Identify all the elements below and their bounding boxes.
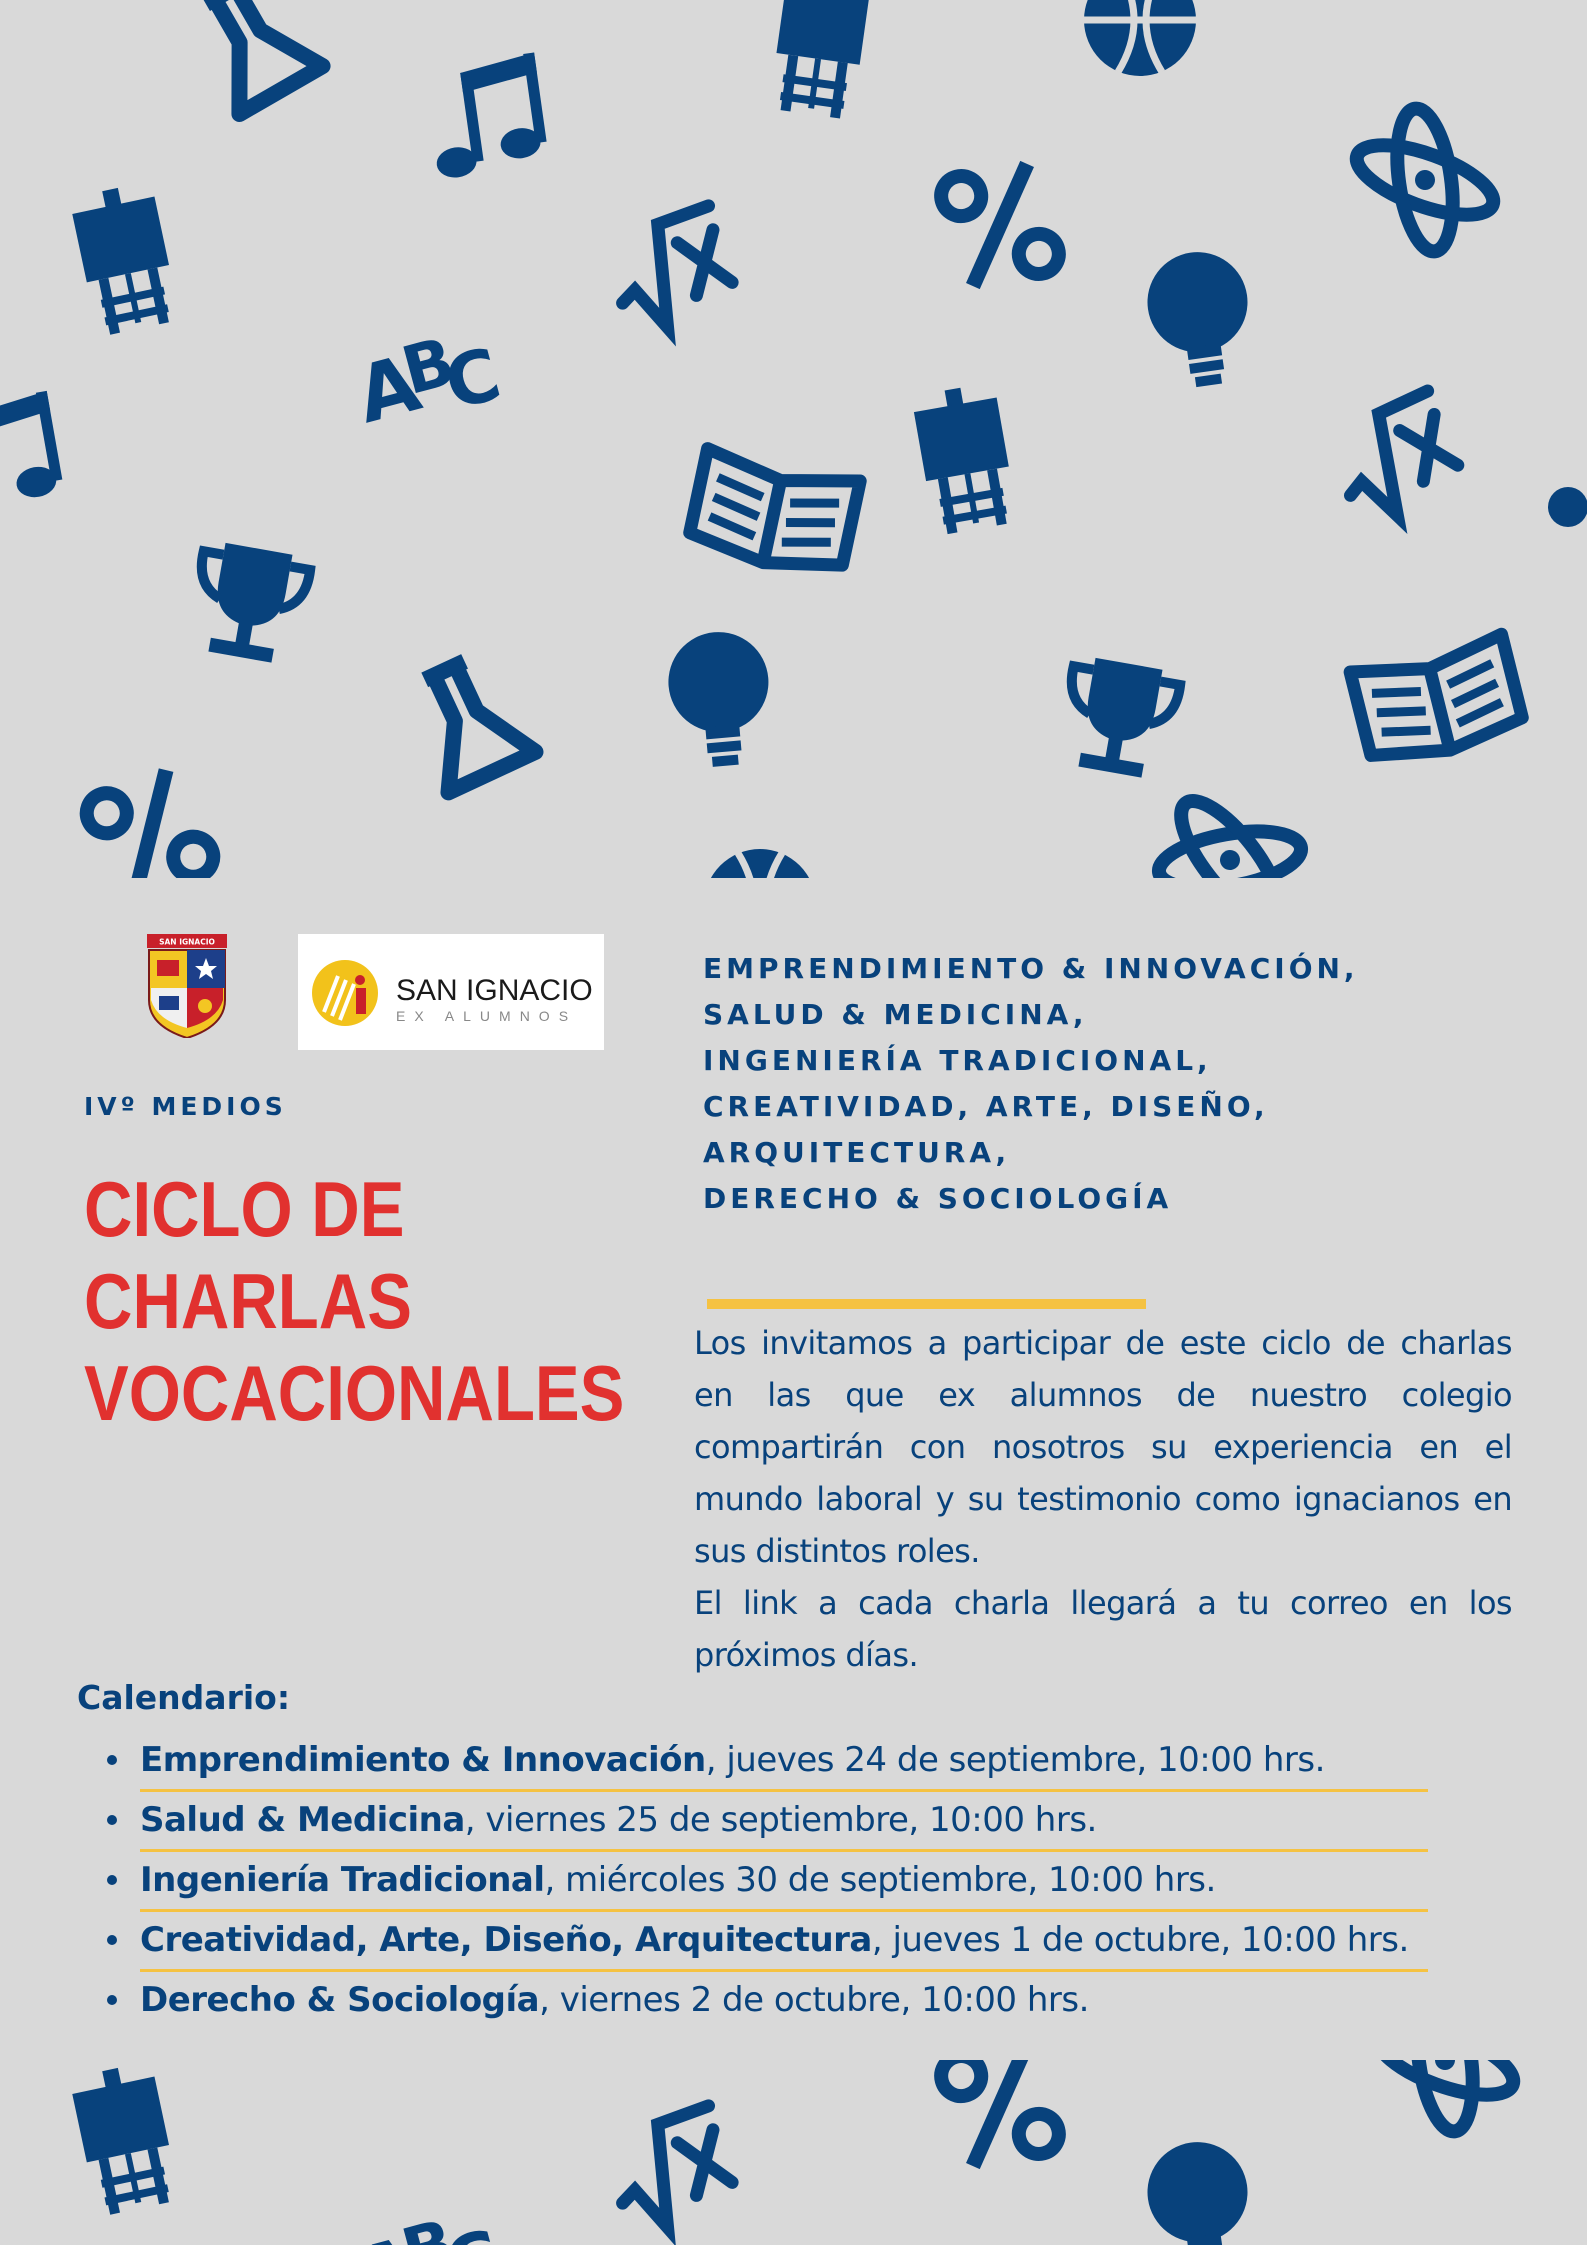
- lightbulb-icon: [664, 628, 775, 770]
- book-icon: [1350, 634, 1526, 769]
- decor-pattern-bottom: [0, 2060, 1587, 2245]
- easel-icon: [69, 181, 181, 337]
- calendar-topic: Ingeniería Tradicional: [140, 1860, 545, 1900]
- easel-icon: [769, 0, 872, 120]
- calendar-item: [107, 1972, 1409, 2032]
- flask-icon: [183, 0, 322, 114]
- atom-icon: [1351, 2060, 1538, 2156]
- atom-icon: [1146, 773, 1314, 878]
- calendar-item: [107, 1912, 1409, 1972]
- percent-icon: [937, 156, 1064, 294]
- book-icon: [687, 449, 860, 579]
- sun-logo-icon: [310, 958, 380, 1028]
- topic-item: CREATIVIDAD, ARTE, DISEÑO,: [703, 1090, 1269, 1123]
- calendar-item: [107, 1852, 1409, 1912]
- trophy-icon: [1057, 654, 1183, 781]
- lightbulb-icon: [1141, 246, 1259, 393]
- calendar-details: , jueves 1 de octubre, 10:00 hrs.: [871, 1920, 1409, 1960]
- page-title: [84, 1163, 624, 1439]
- calendar-details: , viernes 2 de octubre, 10:00 hrs.: [539, 1980, 1089, 2020]
- calendar-topic: Emprendimiento & Innovación: [140, 1740, 706, 1780]
- calendar-topic: Salud & Medicina: [140, 1800, 465, 1840]
- intro-text: [694, 1317, 1512, 1681]
- topics-list: [703, 946, 1359, 1222]
- svg-text:SAN IGNACIO: SAN IGNACIO: [159, 937, 215, 947]
- calendar-item: [107, 1732, 1409, 1792]
- trophy-icon: [187, 539, 313, 666]
- calendar-details: , jueves 24 de septiembre, 10:00 hrs.: [705, 1740, 1325, 1780]
- topic-item: SALUD & MEDICINA,: [703, 998, 1088, 1031]
- easel-icon: [911, 382, 1018, 536]
- calendar-title: Calendario:: [77, 1678, 291, 1717]
- music-note-icon: [0, 391, 66, 522]
- percent-icon: [80, 761, 220, 878]
- atom-icon: [1331, 84, 1518, 276]
- lightbulb-icon: [1141, 2136, 1259, 2245]
- sqrt-x-icon: [601, 2106, 742, 2239]
- bullet-icon: [107, 1995, 117, 2005]
- decor-pattern-top: [0, 0, 1587, 878]
- bullet-icon: [107, 1875, 117, 1885]
- accent-divider: [707, 1299, 1146, 1309]
- calendar-topic: Creatividad, Arte, Diseño, Arquitectura: [140, 1920, 872, 1960]
- easel-icon: [69, 2061, 181, 2217]
- school-crest-logo: [147, 934, 227, 1038]
- bullet-icon: [107, 1815, 117, 1825]
- calendar-details: , miércoles 30 de septiembre, 10:00 hrs.: [544, 1860, 1216, 1900]
- basketball-icon: [704, 849, 816, 878]
- basketball-icon: [1084, 0, 1196, 76]
- intro-paragraph: Los invitamos a participar de este ciclo de charlas en las que ex alumnos de nuestro colegio compartirán con nosotros su experiencia en el mundo laboral y su testimonio como ignacianos en sus distintos roles.: [694, 1324, 1512, 1570]
- intro-paragraph: El link a cada charla llegará a tu correo en los próximos días.: [694, 1584, 1512, 1674]
- alumni-logo-name: SAN IGNACIO: [396, 974, 593, 1007]
- abc-icon: [346, 312, 509, 449]
- title-line: CHARLAS: [84, 1257, 412, 1345]
- alumni-logo-subtitle: EX ALUMNOS: [396, 1008, 578, 1024]
- alumni-logo: [298, 934, 604, 1050]
- abc-icon: [346, 2194, 509, 2245]
- sqrt-x-icon: [1324, 391, 1470, 530]
- grade-label: IVº MEDIOS: [84, 1092, 287, 1121]
- bullet-icon: [107, 1935, 117, 1945]
- topic-item: DERECHO & SOCIOLOGÍA: [703, 1182, 1173, 1215]
- sqrt-x-icon: [601, 206, 742, 339]
- music-note-icon: [423, 53, 550, 180]
- dot-shape: [1548, 487, 1587, 527]
- calendar-topic: Derecho & Sociología: [140, 1980, 540, 2020]
- title-line: CICLO DE: [84, 1165, 405, 1253]
- topic-item: EMPRENDIMIENTO & INNOVACIÓN,: [703, 952, 1359, 985]
- topic-item: INGENIERÍA TRADICIONAL,: [703, 1044, 1212, 1077]
- flask-icon: [401, 650, 535, 792]
- title-line: VOCACIONALES: [84, 1349, 625, 1437]
- calendar-list: [107, 1732, 1409, 2032]
- bullet-icon: [107, 1755, 117, 1765]
- topic-item: ARQUITECTURA,: [703, 1136, 1011, 1169]
- calendar-item: [107, 1792, 1409, 1852]
- percent-icon: [937, 2060, 1064, 2174]
- calendar-details: , viernes 25 de septiembre, 10:00 hrs.: [464, 1800, 1097, 1840]
